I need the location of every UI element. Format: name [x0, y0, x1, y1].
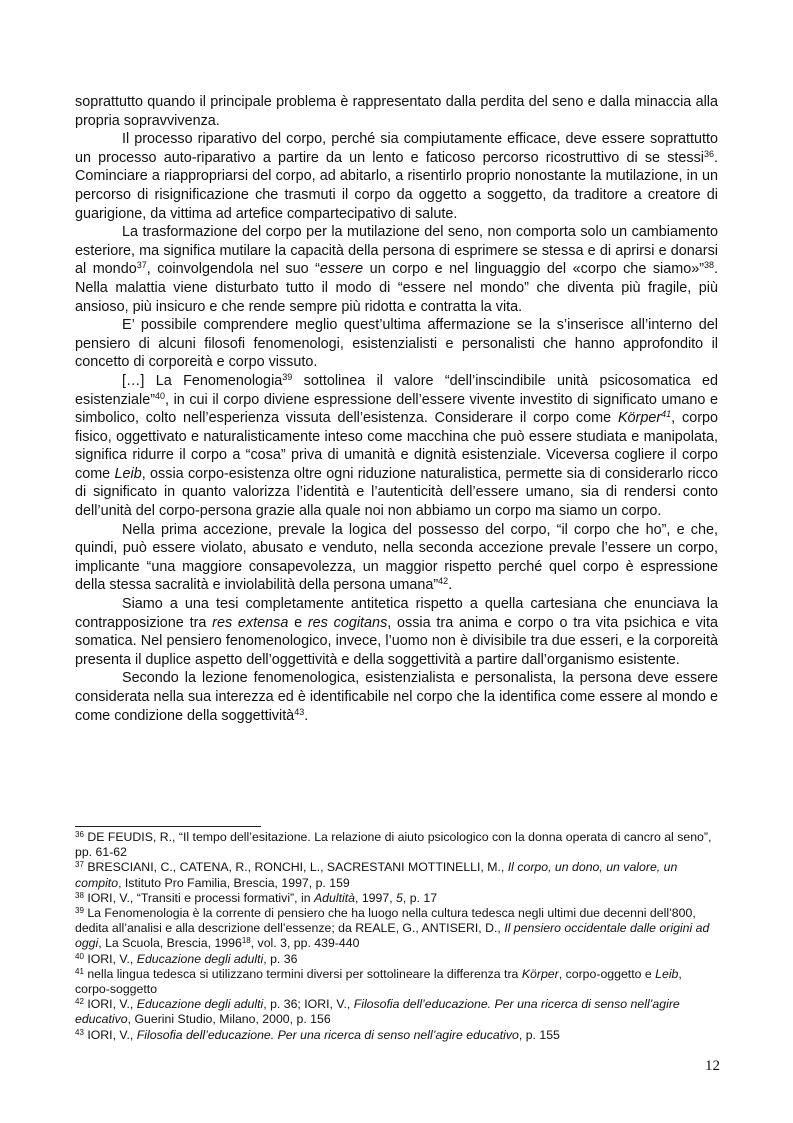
- text-run: , vol. 3, pp. 439-440: [250, 936, 360, 951]
- italic-text: Körper: [617, 410, 662, 427]
- text-run: nella lingua tedesca si utilizzano termini diversi per sottolineare la differenza tra: [83, 966, 522, 981]
- paragraph: [75, 669, 718, 725]
- footnote: [75, 1028, 718, 1043]
- paragraph: [75, 372, 718, 521]
- italic-text: Il pensiero occidentale dalle origini ad oggi: [75, 921, 710, 951]
- italic-text: res cogitans: [307, 614, 388, 631]
- text-run: .: [304, 707, 309, 724]
- italic-text: Adultità: [313, 890, 355, 905]
- text-run: , 1997,: [355, 890, 397, 905]
- italic-text: Filosofia dell’educazione. Per una ricerca di senso nell’agire educativo: [75, 997, 680, 1027]
- text-run: , Guerini Studio, Milano, 2000, p. 156: [127, 1012, 331, 1027]
- text-run: , La Scuola, Brescia, 1996: [98, 936, 242, 951]
- footnote-ref: 39: [282, 371, 293, 382]
- text-run: , ossia corpo-esistenza oltre ogni riduzione naturalistica, permette sia di considerarlo ricco di significato in quanto valorizza l’identità e l’autenticità dell’essere umano, sia di rendersi conto dell’unità del corpo-persona grazie alla quale noi non abbiamo un corpo ma siamo un corpo.: [75, 465, 718, 520]
- text-run: , corpo-oggetto e: [558, 966, 656, 981]
- footnote-ref: 39: [75, 906, 84, 916]
- footnote-ref: 36: [703, 148, 714, 159]
- text-run: soprattutto quando il principale problema è rappresentato dalla perdita del seno e dalla minaccia alla propria sopravvivenza.: [75, 94, 718, 129]
- footnote-ref: 40: [155, 390, 166, 401]
- text-run: , ossia tra anima e corpo o tra vita psichica e vita somatica. Nel pensiero fenomenologico, invece, l’uomo non è divisibile tra due esseri, e la corporeità presenta il duplice aspetto dell’oggettività e della soggettività a partire dall’organismo esistente.: [75, 614, 718, 668]
- italic-text: Filosofia dell’educazione. Per una ricerca di senso nell’agire educativo: [136, 1027, 519, 1042]
- text-run: sottolinea il valore “dell’inscindibile unità psicosomatica ed esistenziale”: [75, 372, 719, 408]
- footnote-ref: 43: [75, 1027, 84, 1037]
- paragraph: [75, 595, 718, 669]
- footnote-ref: 18: [241, 936, 251, 946]
- paragraph: [75, 223, 718, 316]
- text-run: , coinvolgendola nel suo “: [146, 261, 320, 278]
- italic-text: Leib: [655, 966, 679, 981]
- text-run: . Nella malattia viene disturbato tutto il modo di “essere nel mondo” che diventa più fragile, più ansioso, più insicuro e che rende sempre più ridotta e contratta la vita.: [75, 261, 719, 315]
- italic-text: Educazione degli adulti: [136, 951, 264, 966]
- paragraph: [75, 130, 718, 223]
- text-run: IORI, V., “Transiti e processi formativi”, in: [83, 890, 314, 905]
- italic-text: essere: [319, 261, 364, 278]
- text-run: Il processo riparativo del corpo, perché sia compiutamente efficace, deve essere soprattutto un processo auto-riparativo a partire da un lento e faticoso percorso ricostruttivo di se stessi: [75, 131, 718, 166]
- text-run: IORI, V.,: [83, 1027, 137, 1042]
- footnote-separator: [75, 826, 261, 827]
- italic-text: Il corpo, un dono, un valore, un compito: [75, 860, 678, 890]
- footnote: [75, 860, 718, 890]
- italic-text: Educazione degli adulti: [136, 997, 264, 1012]
- text-run: E’ possibile comprendere meglio quest’ultima affermazione se la s’inserisce all’interno del pensiero di alcuni filosofi fenomenologi, esistenzialisti e personalisti che hanno approfondito il concetto di corporeità e corpo vissuto.: [75, 317, 718, 371]
- text-run: , corpo-soggetto: [75, 966, 682, 997]
- footnote: [75, 952, 718, 967]
- text-run: , p. 17: [402, 890, 438, 905]
- text-run: , p. 36: [263, 951, 298, 966]
- text-run: . Cominciare a riappropriarsi del corpo, ad abitarlo, a risentirlo proprio nonostante la mutilazione, in un percorso di risignificazione che trasmuti il corpo da oggetto a soggetto, da traditore a creatore di guarigione, da vittima ad artefice compartecipativo di salute.: [75, 149, 718, 222]
- italic-text: 5: [396, 890, 403, 905]
- body-text: [75, 93, 718, 725]
- paragraph: [75, 93, 718, 130]
- text-run: , p. 36; IORI, V.,: [263, 997, 354, 1012]
- footnote-ref: 37: [136, 260, 147, 271]
- italic-text: res extensa: [212, 614, 289, 631]
- text-run: IORI, V.,: [83, 951, 137, 966]
- text-run: , Istituto Pro Familia, Brescia, 1997, p. 159: [118, 875, 350, 890]
- page-number: 12: [705, 1058, 720, 1074]
- footnote-ref: 42: [75, 997, 84, 1007]
- footnote: [75, 891, 718, 906]
- text-run: , corpo fisico, oggettivato e naturalisticamente inteso come macchina che può essere studiata e manipolata, significa ridurre il corpo a “cosa” priva di umanità e dignità esistenziale. Viceversa cogliere il corpo come: [75, 410, 718, 482]
- footnote-ref: 38: [75, 890, 84, 900]
- footnote: [75, 906, 718, 952]
- footnote-ref: 43: [294, 706, 305, 717]
- footnotes: [75, 830, 718, 1043]
- text-run: un corpo e nel linguaggio del «corpo che siamo»”: [363, 261, 704, 278]
- text-run: Siamo a una tesi completamente antitetica rispetto a quella cartesiana che enunciava la contrapposizione tra: [75, 596, 718, 631]
- footnote-ref: 38: [704, 260, 715, 271]
- footnote-ref: 42: [438, 576, 449, 587]
- footnote: [75, 997, 718, 1027]
- footnote: [75, 967, 718, 997]
- footnote: [75, 830, 718, 860]
- text-run: La trasformazione del corpo per la mutilazione del seno, non comporta solo un cambiamento esteriore, ma significa mutilare la capacità della persona di esprimere se stessa e di aprirsi e donarsi al mondo: [75, 224, 718, 278]
- text-run: BRESCIANI, C., CATENA, R., RONCHI, L., SACRESTANI MOTTINELLI, M.,: [83, 860, 508, 875]
- italic-text: Leib: [114, 465, 142, 482]
- text-run: Secondo la lezione fenomenologica, esistenzialista e personalista, la persona deve essere considerata nella sua interezza ed è identificabile nel corpo che la identifica come essere al mondo e come condizione della soggettività: [75, 670, 718, 724]
- footnote-ref: 41: [75, 966, 84, 976]
- text-run: .: [448, 577, 453, 594]
- text-run: IORI, V.,: [83, 997, 137, 1012]
- paragraph: [75, 521, 718, 595]
- paragraph: [75, 316, 718, 372]
- italic-text: Körper: [521, 966, 559, 981]
- footnote-ref: 41: [661, 409, 672, 420]
- text-run: […] La Fenomenologia: [122, 372, 283, 389]
- text-run: , in cui il corpo diviene espressione dell’essere vivente investito di significato umano e simbolico, colto nell’esperienza vissuta dell’esistenza. Considerare il corpo come: [75, 391, 718, 427]
- text-run: La Fenomenologia è la corrente di pensiero che ha luogo nella cultura tedesca negli ultimi due decenni dell’800, dedita all’analisi e alla descrizione dell’essenze; da REALE, G., ANTISERI, D.,: [75, 906, 696, 936]
- text-run: Nella prima accezione, prevale la logica del possesso del corpo, “il corpo che ho”, e che, quindi, può essere violato, abusato e venduto, nella seconda accezione prevale l’essere un corpo, implicante “una maggiore consapevolezza, un maggior rispetto perché quel corpo è espressione della stessa sacralità e inviolabilità della persona umana”: [75, 521, 718, 594]
- footnote-ref: 37: [75, 860, 84, 870]
- text-run: , p. 155: [518, 1027, 560, 1042]
- footnote-ref: 36: [75, 830, 84, 839]
- footnote-ref: 40: [75, 951, 84, 961]
- text-run: DE FEUDIS, R., “Il tempo dell’esitazione. La relazione di aiuto psicologico con la donna operata di cancro al seno”, pp. 61-62: [75, 830, 712, 860]
- text-run: e: [288, 614, 308, 631]
